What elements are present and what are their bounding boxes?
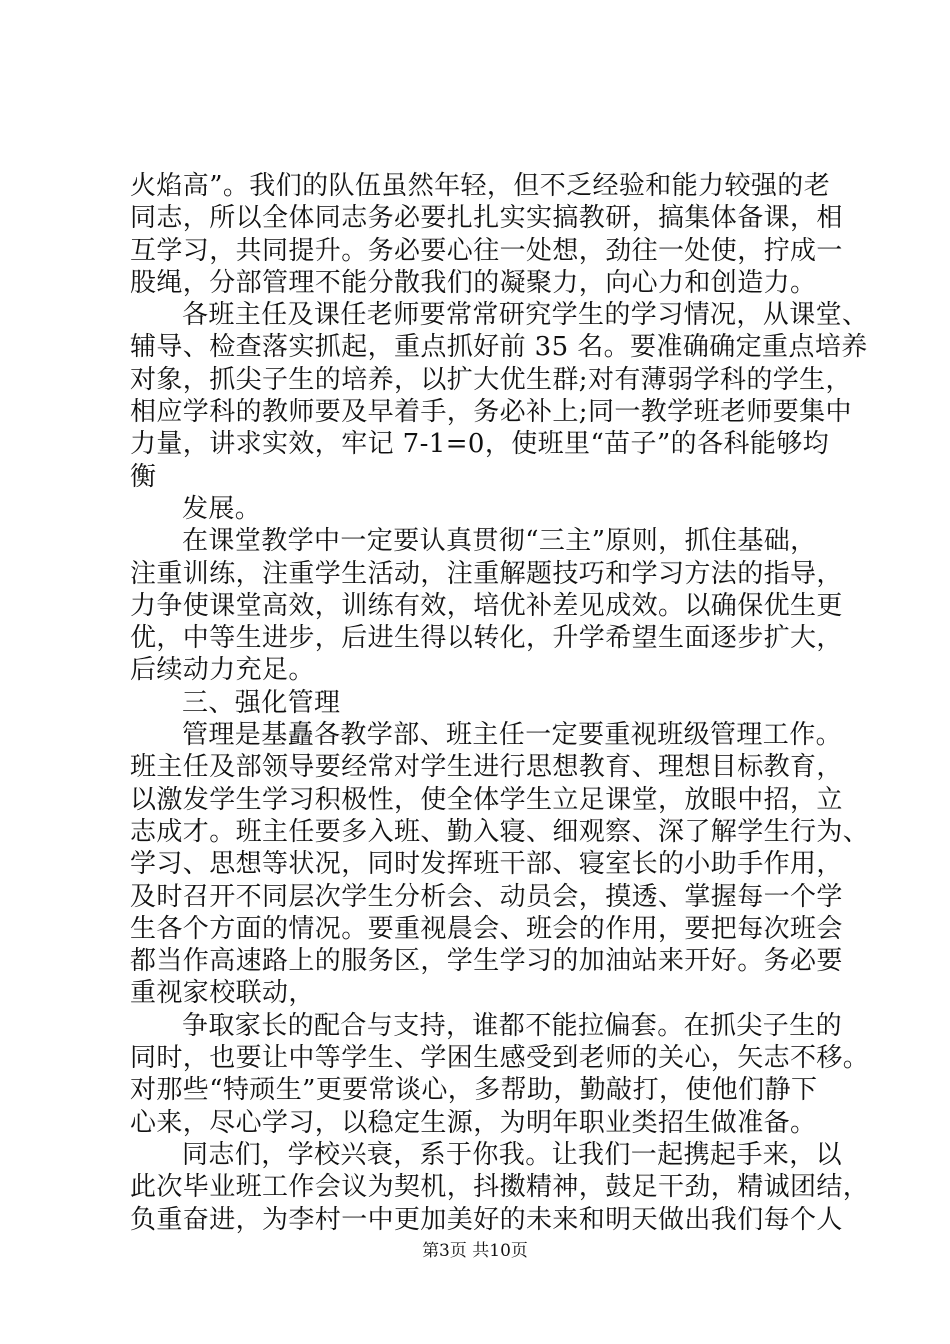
text-line: 股绳，分部管理不能分散我们的凝聚力，向心力和创造力。: [130, 267, 817, 298]
text-line: 同志，所以全体同志务必要扎扎实实搞教研，搞集体备课，相: [130, 203, 843, 234]
text-line: 学习、思想等状况，同时发挥班干部、寝室长的小助手作用，: [130, 849, 843, 880]
text-line: 生各个方面的情况。要重视晨会、班会的作用，要把每次班会: [130, 913, 843, 944]
text-line: 班主任及部领导要经常对学生进行思想教育、理想目标教育，: [130, 752, 843, 783]
text-line: 及时召开不同层次学生分析会、动员会，摸透、掌握每一个学: [130, 881, 843, 912]
text-line: 负重奋进，为李村一中更加美好的未来和明天做出我们每个人: [130, 1204, 843, 1235]
paragraph-start-line: 在课堂教学中一定要认真贯彻“三主”原则，抓住基础，: [182, 526, 817, 557]
page-footer: 第3页 共10页: [422, 1241, 528, 1261]
text-line: 对那些“特顽生”更要常谈心，多帮助，勤敲打，使他们静下: [130, 1075, 818, 1106]
text-line: 以激发学生学习积极性，使全体学生立足课堂，放眼中招，立: [130, 784, 843, 815]
paragraph-start-line: 发展。: [182, 493, 262, 524]
text-line: 衡: [130, 461, 157, 492]
text-line: 相应学科的教师要及早着手，务必补上;同一教学班老师要集中: [130, 397, 852, 428]
text-line: 注重训练，注重学生活动，注重解题技巧和学习方法的指导，: [130, 558, 843, 589]
text-line: 重视家校联动，: [130, 978, 315, 1009]
document-body: [130, 170, 870, 1236]
text-line: 互学习，共同提升。务必要心往一处想，劲往一处使，拧成一: [130, 235, 843, 266]
text-line: 心来，尽心学习，以稳定生源，为明年职业类招生做准备。: [130, 1107, 817, 1138]
text-line: 力量，讲求实效，牢记 7-1=0，使班里“苗子”的各科能够均: [130, 429, 830, 460]
paragraph-start-line: 管理是基矗各教学部、班主任一定要重视班级管理工作。: [182, 720, 843, 751]
text-line: 志成才。班主任要多入班、勤入寝、细观察、深了解学生行为、: [130, 816, 870, 847]
text-line: 都当作高速路上的服务区，学生学习的加油站来开好。务必要: [130, 946, 843, 977]
text-line: 后续动力充足。: [130, 655, 315, 686]
paragraph-start-line: 各班主任及课任老师要常常研究学生的学习情况，从课堂、: [182, 300, 869, 331]
text-line: 优，中等生进步，后进生得以转化，升学希望生面逐步扩大，: [130, 623, 843, 654]
section-heading: 三、强化管理: [182, 687, 341, 718]
text-line: 此次毕业班工作会议为契机，抖擞精神，鼓足干劲，精诚团结，: [130, 1172, 870, 1203]
text-line: 力争使课堂高效，训练有效，培优补差见成效。以确保优生更: [130, 590, 843, 621]
text-line: 火焰高”。我们的队伍虽然年轻，但不乏经验和能力较强的老: [130, 171, 831, 201]
text-line: 对象，抓尖子生的培养，以扩大优生群;对有薄弱学科的学生，: [130, 364, 852, 395]
paragraph-start-line: 同志们，学校兴衰，系于你我。让我们一起携起手来，以: [182, 1139, 843, 1170]
text-line: 辅导、检查落实抓起，重点抓好前 35 名。要准确确定重点培养: [130, 332, 868, 363]
text-line: 同时，也要让中等学生、学困生感受到老师的关心，矢志不移。: [130, 1043, 870, 1074]
paragraph-start-line: 争取家长的配合与支持，谁都不能拉偏套。在抓尖子生的: [182, 1010, 843, 1041]
